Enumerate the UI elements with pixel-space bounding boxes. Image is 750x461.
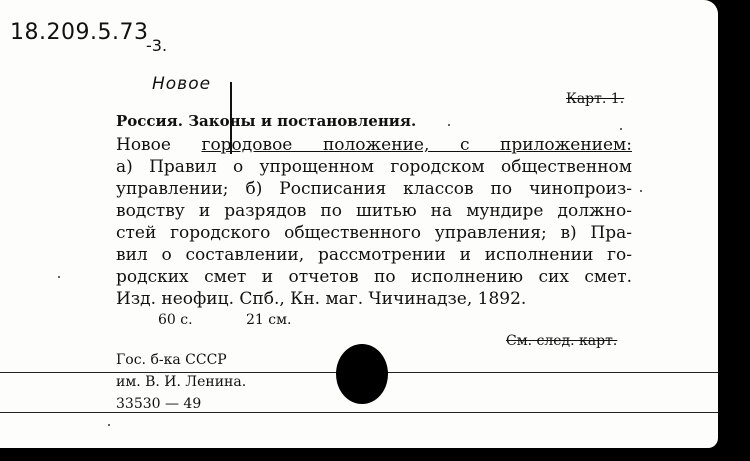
speck	[58, 276, 60, 278]
body-line: родских смет и отчетов по исполнению сих смет.	[116, 267, 632, 287]
punch-hole	[336, 344, 388, 404]
extent-pages: 60 с.	[158, 312, 193, 328]
speck	[640, 190, 642, 192]
library-line-1: Гос. б-ка СССР	[116, 352, 227, 368]
body-line: Новое городовое положение, с приложением:	[116, 135, 633, 155]
library-line-2: им. В. И. Ленина.	[116, 374, 247, 390]
body-line: стей городского общественного управления; в) Пра-	[116, 223, 632, 243]
body-line: управлении; б) Росписания классов по чинопроиз-	[116, 179, 632, 199]
handwritten-note: Новое	[152, 74, 212, 94]
body-line: водству и разрядов по шитью на мундире должно-	[116, 201, 632, 221]
imprint-line: Изд. неофиц. Спб., Кн. маг. Чичинадзе, 1892.	[116, 289, 527, 309]
card-number: Карт. 1.	[566, 91, 625, 107]
library-line-3: 33530 — 49	[116, 396, 202, 412]
speck	[620, 128, 622, 130]
speck	[108, 424, 110, 426]
body-line: а) Правил о упрощенном городском общественном	[116, 157, 632, 177]
heading: Россия. Законы и постановления.	[116, 112, 417, 130]
speck	[448, 124, 450, 126]
continued-note: См. след. карт.	[506, 333, 618, 349]
underlined-title: городовое положение, с приложением:	[201, 135, 633, 155]
shelfmark-suffix: -3.	[146, 36, 168, 55]
divider	[0, 412, 718, 413]
shelfmark: 18.209.5.73	[10, 20, 149, 45]
extent-size: 21 см.	[246, 312, 292, 328]
body-line: вил о составлении, рассмотрении и исполнении го-	[116, 245, 632, 265]
